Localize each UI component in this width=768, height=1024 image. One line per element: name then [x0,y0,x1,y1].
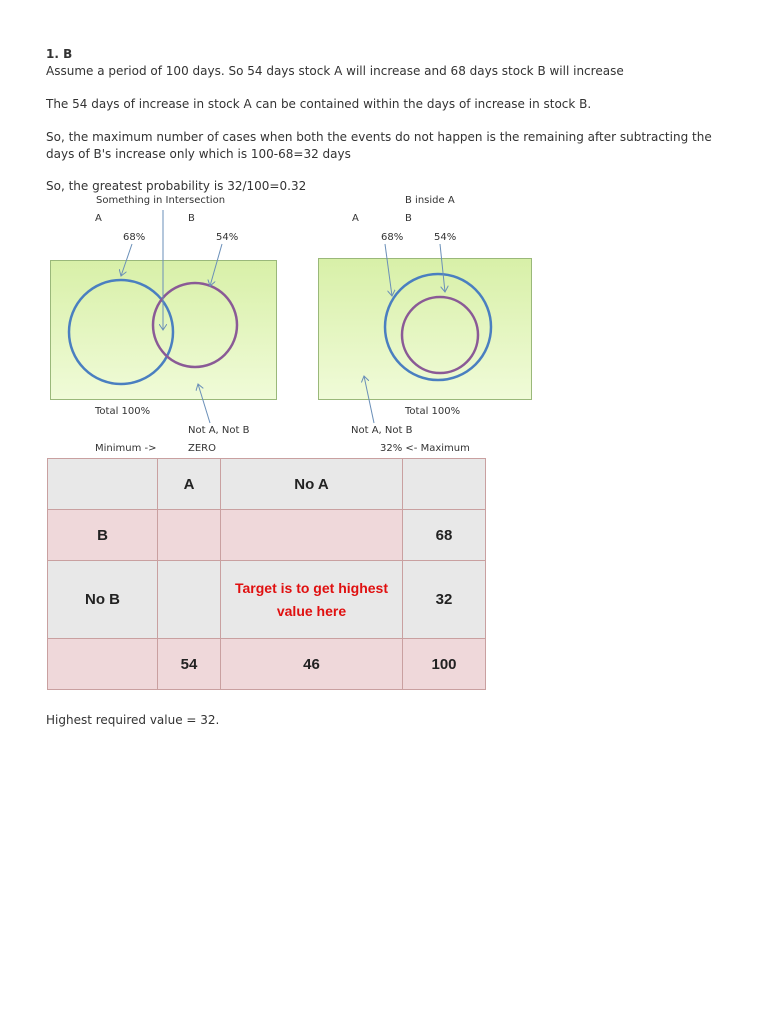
set-b-label: B [405,213,412,224]
table-cell: 100 [403,639,486,690]
paragraph-containment: The 54 days of increase in stock A can be contained within the days of increase in stock B. [46,97,592,111]
diagram-caption: B inside A [405,195,455,206]
circle-set-b [153,283,237,367]
table-cell: B [48,510,158,561]
contingency-table [47,458,486,690]
paragraph-maximum-cases: So, the maximum number of cases when both the events do not happen is the remaining after subtracting the days of B's increase only which is 100-68=32 days [46,130,712,161]
circle-set-b [402,297,478,373]
paragraph-probability: So, the greatest probability is 32/100=0.32 [46,179,307,193]
neither-label: Not A, Not B [188,425,250,436]
set-a-percent: 68% [123,232,146,243]
bound-value: ZERO [188,443,216,454]
arrow-pct-a [385,244,392,296]
set-a-percent: 68% [381,232,404,243]
bound-label: Minimum -> [95,443,157,454]
table-cell: No A [221,459,403,510]
arrow-neither [198,384,210,423]
table-cell [403,459,486,510]
table-cell: 32 [403,561,486,639]
table-cell [48,459,158,510]
venn-shapes [0,0,768,470]
set-a-label: A [95,213,102,224]
arrow-neither [364,376,374,423]
arrow-pct-b [210,244,222,286]
conclusion-text: Highest required value = 32. [46,713,220,727]
table-row [48,639,486,690]
table-row [48,459,486,510]
table-row [48,561,486,639]
arrow-pct-a [121,244,132,276]
total-label: Total 100% [405,406,461,417]
neither-label: Not A, Not B [351,425,413,436]
bound-label: 32% <- Maximum [380,443,470,454]
set-b-percent: 54% [216,232,239,243]
table-cell: 68 [403,510,486,561]
diagram-caption: Something in Intersection [96,195,226,206]
arrow-pct-b [440,244,445,292]
set-b-label: B [188,213,195,224]
circle-set-a [69,280,173,384]
set-b-percent: 54% [434,232,457,243]
table-cell: 54 [158,639,221,690]
table-cell [221,510,403,561]
target-cell: Target is to get highest value here [221,561,403,639]
table-cell: 46 [221,639,403,690]
paragraph-assumption: Assume a period of 100 days. So 54 days stock A will increase and 68 days stock B will increase [46,64,624,78]
set-a-label: A [352,213,359,224]
table-cell: No B [48,561,158,639]
table-cell: A [158,459,221,510]
table-cell [158,561,221,639]
table-cell [48,639,158,690]
table-row [48,510,486,561]
table-cell [158,510,221,561]
circle-set-a [385,274,491,380]
answer-heading: 1. B [46,47,73,61]
total-label: Total 100% [95,406,151,417]
